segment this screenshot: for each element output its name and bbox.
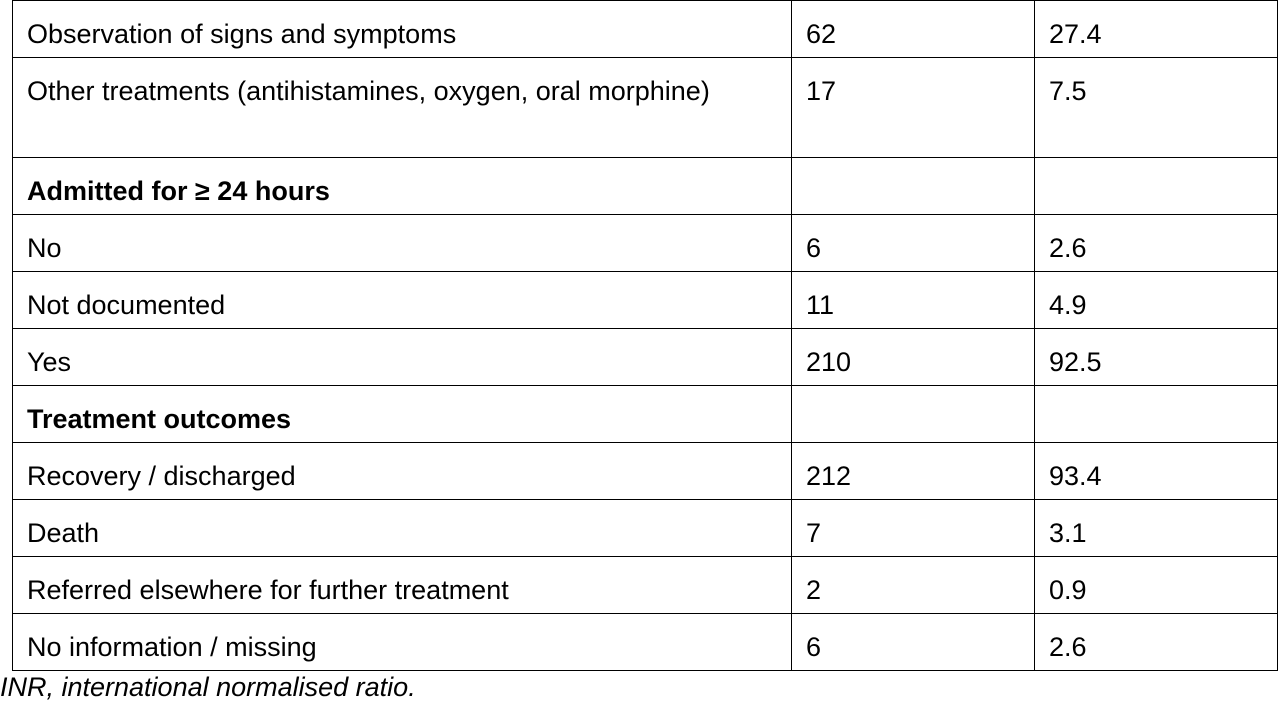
percent-cell: 3.1 (1035, 500, 1278, 557)
row-label: Not documented (13, 272, 792, 329)
row-label: No information / missing (13, 614, 792, 671)
count-cell: 17 (792, 58, 1035, 158)
table-row (13, 58, 1278, 158)
table-row (13, 500, 1278, 557)
count-cell (792, 158, 1035, 215)
table-row (13, 557, 1278, 614)
data-table (12, 0, 1278, 671)
count-cell: 11 (792, 272, 1035, 329)
percent-cell: 2.6 (1035, 614, 1278, 671)
row-label: Yes (13, 329, 792, 386)
row-label: Other treatments (antihistamines, oxygen, oral morphine) (13, 58, 792, 158)
percent-cell: 0.9 (1035, 557, 1278, 614)
row-label: Referred elsewhere for further treatment (13, 557, 792, 614)
row-label: No (13, 215, 792, 272)
percent-cell: 4.9 (1035, 272, 1278, 329)
count-cell: 210 (792, 329, 1035, 386)
percent-cell: 92.5 (1035, 329, 1278, 386)
count-cell: 6 (792, 215, 1035, 272)
count-cell: 212 (792, 443, 1035, 500)
percent-cell: 2.6 (1035, 215, 1278, 272)
section-row (13, 386, 1278, 443)
count-cell: 2 (792, 557, 1035, 614)
percent-cell: 93.4 (1035, 443, 1278, 500)
count-cell: 62 (792, 1, 1035, 58)
count-cell: 6 (792, 614, 1035, 671)
row-label: Death (13, 500, 792, 557)
percent-cell (1035, 386, 1278, 443)
section-heading: Treatment outcomes (13, 386, 792, 443)
table-row (13, 329, 1278, 386)
row-label: Observation of signs and symptoms (13, 1, 792, 58)
table-footnote: INR, international normalised ratio. (0, 672, 416, 702)
count-cell: 7 (792, 500, 1035, 557)
table-row (13, 443, 1278, 500)
table-row (13, 215, 1278, 272)
section-heading: Admitted for ≥ 24 hours (13, 158, 792, 215)
table-row (13, 272, 1278, 329)
count-cell (792, 386, 1035, 443)
percent-cell (1035, 158, 1278, 215)
percent-cell: 7.5 (1035, 58, 1278, 158)
percent-cell: 27.4 (1035, 1, 1278, 58)
section-row (13, 158, 1278, 215)
table-row (13, 614, 1278, 671)
table-row (13, 1, 1278, 58)
row-label: Recovery / discharged (13, 443, 792, 500)
